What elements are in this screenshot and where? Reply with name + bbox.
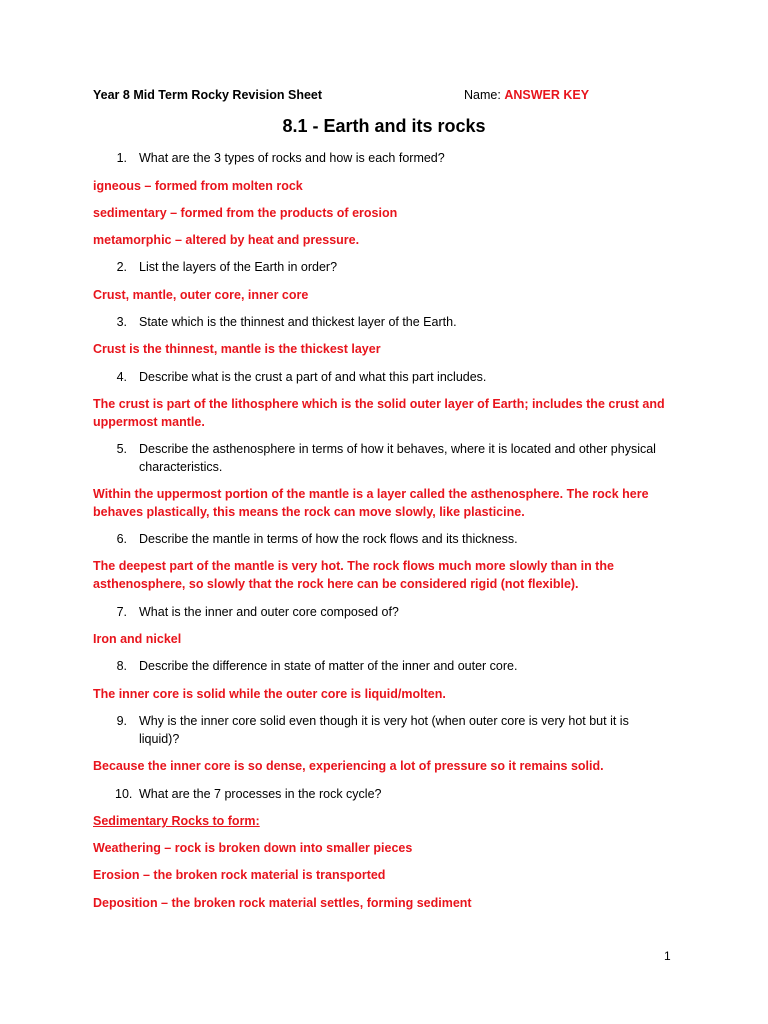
answer-7: Iron and nickel <box>93 632 182 646</box>
worksheet-title: Year 8 Mid Term Rocky Revision Sheet <box>93 88 323 102</box>
answer-10-item-1: Weathering – rock is broken down into smaller pieces <box>93 841 413 855</box>
question-number: 8. <box>116 659 127 673</box>
answer-6: The deepest part of the mantle is very hot. The rock flows much more slowly than in the asthenosphere, so slowly that the rock here can be considered rigid (not flexible). <box>93 559 614 591</box>
name-label: Name: <box>464 88 501 102</box>
question-number: 5. <box>116 442 127 456</box>
question-text: What are the 3 types of rocks and how is each formed? <box>139 151 445 165</box>
question-number: 4. <box>116 370 127 384</box>
question-text: Why is the inner core solid even though it is very hot (when outer core is very hot but it is liquid)? <box>139 714 629 746</box>
question-number: 2. <box>116 260 127 274</box>
question-number: 3. <box>116 315 127 329</box>
question-text: State which is the thinnest and thickest layer of the Earth. <box>139 315 457 329</box>
answer-4: The crust is part of the lithosphere which is the solid outer layer of Earth; includes the crust and uppermost mantle. <box>93 397 665 429</box>
question-number: 10. <box>115 787 133 801</box>
question-text: Describe the mantle in terms of how the rock flows and its thickness. <box>139 532 518 546</box>
answer-1-line-2: sedimentary – formed from the products of erosion <box>93 206 398 220</box>
page-number: 1 <box>664 949 671 963</box>
answer-3: Crust is the thinnest, mantle is the thickest layer <box>93 342 381 356</box>
question-number: 1. <box>116 151 127 165</box>
name-field <box>464 88 589 102</box>
question-number: 7. <box>116 605 127 619</box>
question-text: List the layers of the Earth in order? <box>139 260 338 274</box>
answer-10-item-3: Deposition – the broken rock material settles, forming sediment <box>93 896 472 910</box>
question-number: 9. <box>116 714 127 728</box>
question-text: Describe what is the crust a part of and what this part includes. <box>139 370 487 384</box>
question-text: What are the 7 processes in the rock cycle? <box>139 787 382 801</box>
answer-10-item-2: Erosion – the broken rock material is transported <box>93 868 386 882</box>
question-number: 6. <box>116 532 127 546</box>
question-text: Describe the asthenosphere in terms of how it behaves, where it is located and other physical characteristics. <box>139 442 656 474</box>
answer-10-heading: Sedimentary Rocks to form: <box>93 814 260 828</box>
answer-2: Crust, mantle, outer core, inner core <box>93 288 309 302</box>
question-text: What is the inner and outer core composed of? <box>139 605 399 619</box>
name-value: ANSWER KEY <box>504 88 590 102</box>
section-title: 8.1 - Earth and its rocks <box>282 116 486 136</box>
question-text: Describe the difference in state of matter of the inner and outer core. <box>139 659 518 673</box>
answer-1-line-1: igneous – formed from molten rock <box>93 179 303 193</box>
answer-9: Because the inner core is so dense, experiencing a lot of pressure so it remains solid. <box>93 759 604 773</box>
answer-1-line-3: metamorphic – altered by heat and pressure. <box>93 233 360 247</box>
answer-8: The inner core is solid while the outer core is liquid/molten. <box>93 687 446 701</box>
answer-5: Within the uppermost portion of the mantle is a layer called the asthenosphere. The rock here behaves plastically, this means the rock can move slowly, like plasticine. <box>93 487 649 519</box>
